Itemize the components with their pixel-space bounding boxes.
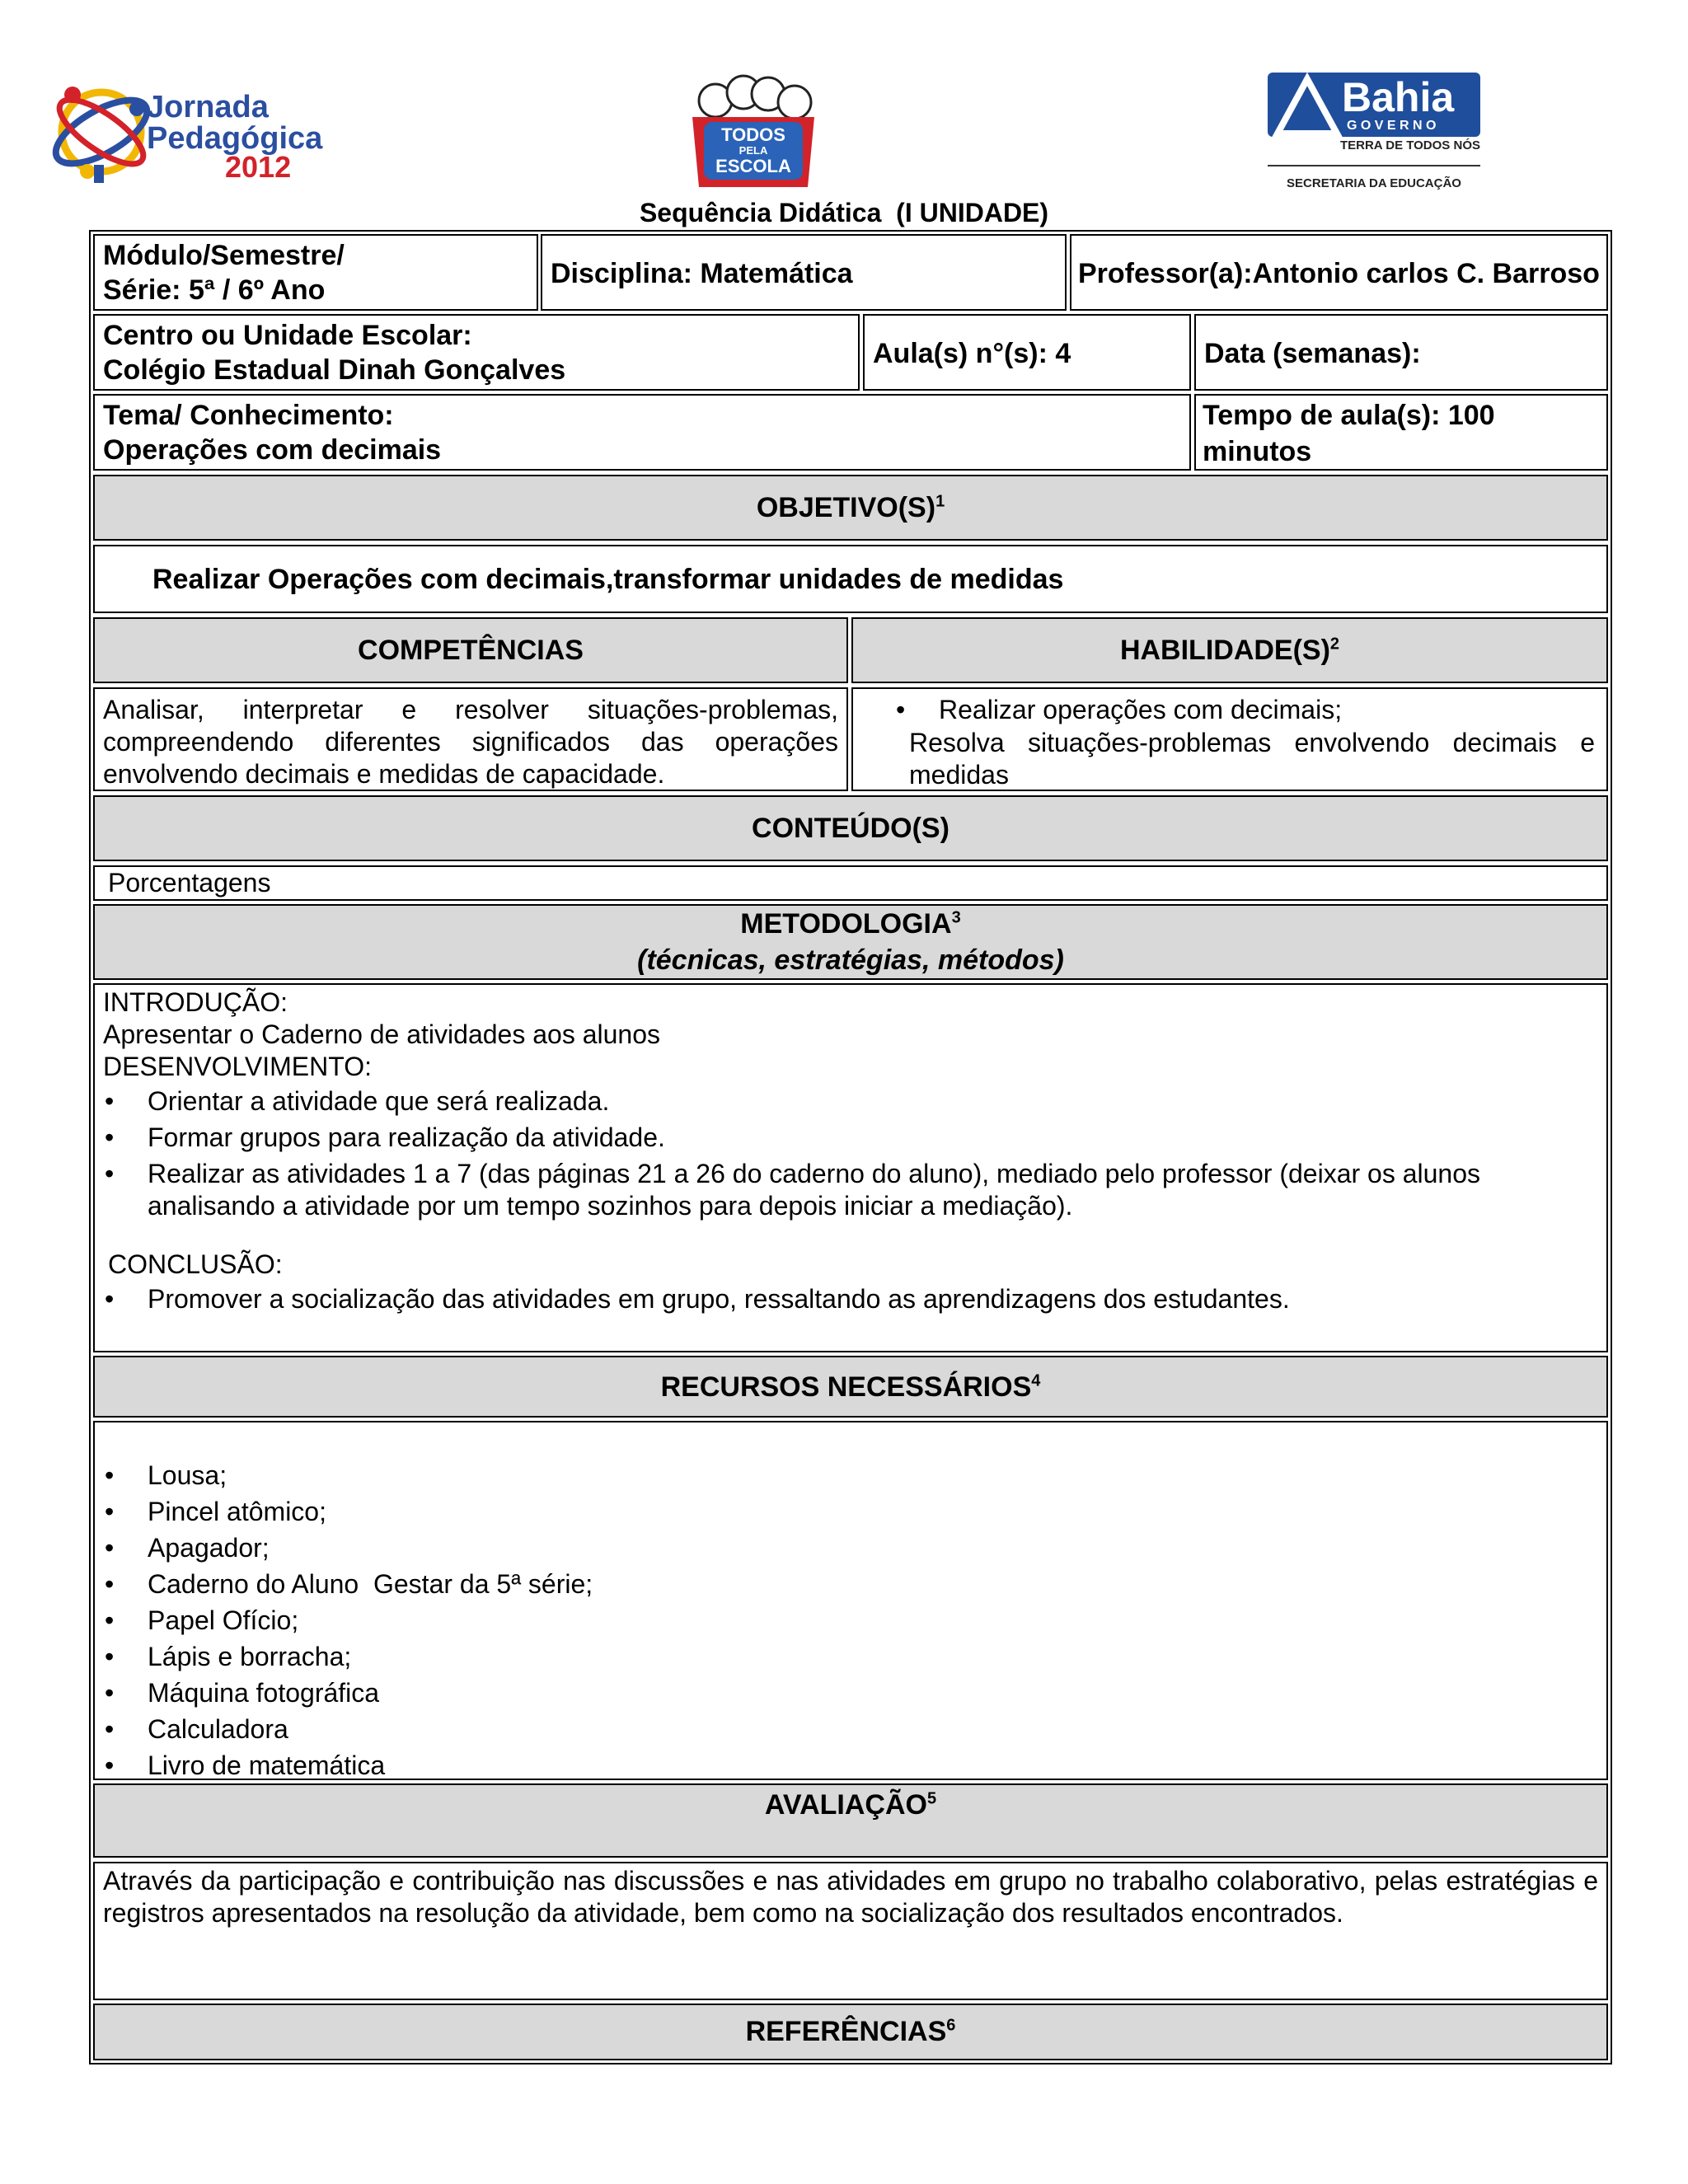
conteudos-body [93,865,1608,901]
tema-value: Operações com decimais [103,434,442,466]
tema-label: Tema/ Conhecimento: [103,400,394,431]
recurso-item: • Lousa; [95,1457,1562,1493]
disciplina-value: Disciplina: Matemática [551,258,853,289]
professor-value: Professor(a):Antonio carlos C. Barroso [1078,258,1600,289]
recursos-header [93,1356,1608,1418]
recurso-item: • Calculadora [95,1711,1562,1747]
jornada-title-line2: Pedagógica [147,121,323,156]
jornada-logo [40,66,323,190]
recurso-item: • Lápis e borracha; [95,1638,1562,1675]
desenvolvimento-item: • Realizar as atividades 1 a 7 (das páginas 21 a 26 do caderno do aluno), mediado pelo professor (deixar os alunos analisando a atividade por um tempo sozinhos para depois iniciar a mediação). [95,1158,1562,1222]
jornada-title-line1: Jornada [147,90,269,124]
metodologia-header [93,904,1608,980]
conclusao-list [95,1283,1562,1315]
introducao-label: INTRODUÇÃO: [103,987,288,1017]
metodologia-subtitle: (técnicas, estratégias, métodos) [637,944,1064,976]
bahia-name: Bahia [1342,74,1455,120]
jornada-emblem-icon [40,66,163,190]
conclusao-item: • Promover a socialização das atividades em grupo, ressaltando as aprendizagens dos estudantes. [95,1283,1562,1315]
habilidades-bullets [886,694,1595,726]
professor-cell [1070,234,1608,311]
secretaria-educacao: SECRETARIA DA EDUCAÇÃO [1287,176,1461,190]
objetivos-body [93,545,1608,613]
conteudos-title: CONTEÚDO(S) [752,813,950,844]
document-title: Sequência Didática (I UNIDADE) [639,198,1049,227]
bahia-divider [1268,165,1480,166]
avaliacao-body [93,1862,1608,2000]
todos-line2: PELA [738,144,768,157]
recurso-item: • Máquina fotográfica [95,1675,1562,1711]
recurso-item: • Livro de matemática [95,1747,1562,1783]
metodologia-title: METODOLOGIA$^3$ [740,908,961,940]
avaliacao-text: Através da participação e contribuição nas discussões e nas atividades em grupo no trabalho colaborativo, pelas estratégias e registros apresentados na resolução da atividade, bem como na socialização dos resultados encontrados. [103,1866,1598,1928]
avaliacao-title: AVALIAÇÃO$^5$ [764,1789,937,1821]
bahia-governo-logo [1268,73,1482,196]
centro-cell [93,314,860,391]
recursos-title: RECURSOS NECESSÁRIOS$^4$ [660,1371,1041,1403]
recurso-item: • Papel Ofício; [95,1602,1562,1638]
modulo-label: Módulo/Semestre/ [103,240,345,271]
jornada-year: 2012 [225,150,292,184]
todos-pela-escola-logo [684,68,823,191]
habilidades-header [851,617,1608,683]
objetivos-header [93,475,1608,541]
objetivos-title: $OBJETIVO(S)^1$ [756,492,945,523]
avaliacao-header [93,1783,1608,1858]
desenvolvimento-item: • Formar grupos para realização da atividade. [95,1122,1562,1154]
disciplina-cell [541,234,1067,311]
recurso-item: • Pincel atômico; [95,1493,1562,1530]
conteudos-text: Porcentagens [108,868,271,898]
referencias-header [93,2004,1608,2060]
tempo-cell [1194,394,1608,471]
competencias-title: COMPETÊNCIAS [358,635,584,666]
modulo-cell [93,234,538,311]
recursos-list [95,1457,1562,1783]
desenvolvimento-item: • Orientar a atividade que será realizada. [95,1085,1562,1118]
bahia-governo: G O V E R N O [1347,119,1437,133]
competencias-text: Analisar, interpretar e resolver situações-problemas, compreendendo diferentes significados das operações envolvendo decimais e medidas de capacidade. [103,695,838,789]
serie-value: Série: 5ª / 6º Ano [103,274,326,306]
recurso-item: • Apagador; [95,1530,1562,1566]
habilidades-text: Resolva situações-problemas envolvendo decimais e medidas [909,728,1595,790]
conteudos-header [93,795,1608,861]
centro-value: Colégio Estadual Dinah Gonçalves [103,354,566,386]
conclusao-label: CONCLUSÃO: [108,1249,283,1279]
desenvolvimento-list [95,1085,1562,1222]
recurso-item: • Caderno do Aluno Gestar da 5ª série; [95,1566,1562,1602]
aulas-cell [863,314,1191,391]
referencias-title: REFERÊNCIAS$^6$ [745,2016,956,2047]
recursos-body [93,1421,1608,1780]
introducao-text: Apresentar o Caderno de atividades aos alunos [103,1019,660,1049]
desenvolvimento-label: DESENVOLVIMENTO: [103,1052,372,1081]
data-semanas-label: Data (semanas): [1204,338,1421,369]
competencias-header [93,617,848,683]
tema-cell [93,394,1191,471]
habilidade-item: • Realizar operações com decimais; [886,694,1595,726]
competencias-body [93,687,848,791]
todos-line1: TODOS [721,124,785,145]
centro-label: Centro ou Unidade Escolar: [103,320,472,351]
habilidades-title: $HABILIDADE(S)^2$ [1119,635,1340,666]
habilidades-body [851,687,1608,791]
bahia-triangle-icon [1271,73,1345,137]
metodologia-body [93,983,1608,1352]
todos-line3: ESCOLA [715,156,791,176]
data-cell [1194,314,1608,391]
aulas-value: Aula(s) n°(s): 4 [873,338,1071,369]
tempo-value: Tempo de aula(s): 100 minutos [1203,400,1495,467]
bahia-tagline: TERRA DE TODOS NÓS [1339,138,1480,152]
objetivos-text: Realizar Operações com decimais,transformar unidades de medidas [152,564,1064,595]
